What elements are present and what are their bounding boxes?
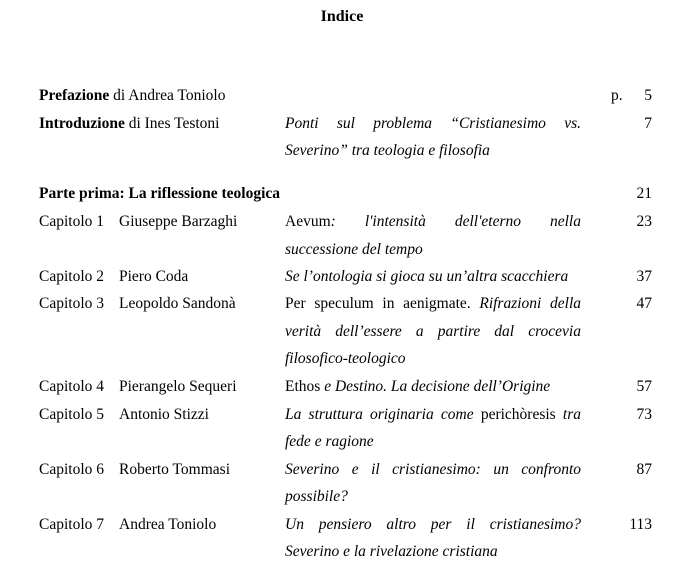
chapter-title-line-3: filosofico-teologico [285,350,406,367]
chapter-author: Antonio Stizzi [119,406,209,423]
chapter-author: Pierangelo Sequeri [119,378,237,395]
chapter-title-italic: : l'intensità dell'eterno nella [330,213,581,230]
chapter-title-italic: Rifrazioni della [470,295,582,312]
chapter-number: Capitolo 1 [39,213,105,230]
page-prefix: p. [611,87,623,104]
chapter-title-line-1: Se l’ontologia si gioca su un’altra scacchiera [285,268,569,285]
chapter-title-line-1: Un pensiero altro per il cristianesimo? [285,516,581,533]
chapter-title-italic: La struttura originaria come [285,406,474,423]
parte-page: 21 [636,185,652,202]
chapter-title-line-1 [285,212,581,232]
chapter-page: 57 [636,378,652,395]
chapter-author: Roberto Tommasi [119,461,230,478]
introduzione-title-line-1: Ponti sul problema “Cristianesimo vs. [285,115,581,132]
introduzione-entry [39,114,219,134]
chapter-title-line-2: possibile? [285,488,348,505]
chapter-page: 37 [636,268,652,285]
chapter-title-line-2: fede e ragione [285,433,374,450]
chapter-title-line-1 [285,377,585,397]
parte-heading: Parte prima: La riflessione teologica [39,185,281,202]
chapter-title-line-1 [285,294,581,314]
chapter-title-italic: e Destino. La decisione dell’Origine [320,378,551,395]
chapter-number: Capitolo 5 [39,406,105,423]
chapter-title-line-2: successione del tempo [285,241,423,258]
chapter-page: 87 [636,461,652,478]
chapter-author: Giuseppe Barzaghi [119,213,238,230]
prefazione-entry [39,86,225,106]
introduzione-author: di Ines Testoni [124,115,220,132]
chapter-number: Capitolo 2 [39,268,105,285]
chapter-title-roman: Per speculum in aenigmate. [285,295,471,312]
chapter-title-roman: Ethos [285,378,321,395]
chapter-title-line-2: Severino e la rivelazione cristiana [285,543,498,560]
chapter-author: Andrea Toniolo [119,516,217,533]
introduzione-label: Introduzione [39,115,125,132]
page-title: Indice [320,8,364,25]
introduzione-page: 7 [644,115,652,132]
chapter-title-line-1 [285,405,581,425]
prefazione-label: Prefazione [39,87,110,104]
chapter-page: 113 [629,516,652,533]
chapter-page: 73 [636,406,652,423]
prefazione-author: di Andrea Toniolo [109,87,226,104]
chapter-number: Capitolo 4 [39,378,105,395]
chapter-author: Piero Coda [119,268,189,285]
chapter-title-line-1: Severino e il cristianesimo: un confronto [285,461,581,478]
chapter-number: Capitolo 3 [39,295,105,312]
chapter-page: 23 [636,213,652,230]
chapter-page: 47 [636,295,652,312]
chapter-number: Capitolo 7 [39,516,105,533]
chapter-number: Capitolo 6 [39,461,105,478]
chapter-title-roman: Aevum [285,213,331,230]
introduzione-title-line-2: Severino” tra teologia e filosofia [285,142,490,159]
chapter-title-italic-end: tra [555,406,581,423]
chapter-title-line-2: verità dell’essere a partire dal crocevia [285,323,581,340]
chapter-title-roman: perichòresis [473,406,556,423]
chapter-author: Leopoldo Sandonà [119,295,236,312]
prefazione-page: 5 [644,87,652,104]
